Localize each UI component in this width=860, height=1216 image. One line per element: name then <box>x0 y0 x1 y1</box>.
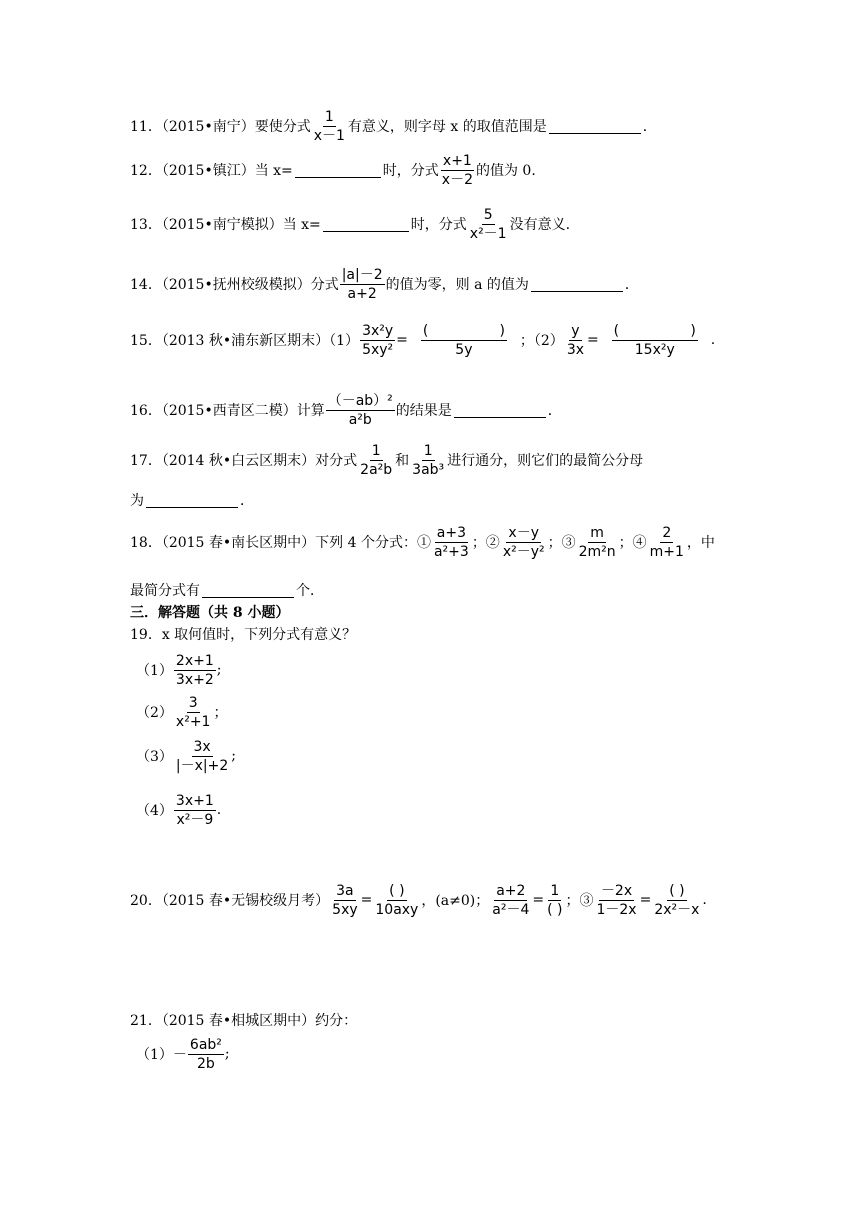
q12-prefix: 12．（2015•镇江）当 x= <box>130 163 293 179</box>
q20-end: . <box>702 892 707 908</box>
q18-sep-3: ；④ <box>618 535 647 551</box>
q18-prefix: 18．（2015 春•南长区期中）下列 4 个分式：① <box>130 535 431 551</box>
q19-item-4-denominator: x²－9 <box>176 811 214 828</box>
q20-f3-numerator: a+2 <box>496 882 526 899</box>
q17-f1-numerator: 1 <box>371 442 381 459</box>
question-17 <box>130 438 643 482</box>
q17-fraction-2 <box>410 442 446 479</box>
q16-answer-blank[interactable] <box>454 403 546 418</box>
q20-fraction-2 <box>373 882 420 919</box>
q19-title: 19．x 取何值时，下列分式有意义？ <box>130 627 357 643</box>
q15-end: . <box>710 332 716 348</box>
q20-condition: ，(a≠0)； <box>421 893 490 909</box>
q12-mid: 时，分式 <box>382 163 439 179</box>
q20-f4-numerator: 1 <box>550 882 560 899</box>
q21-item-1-denominator: 2b <box>197 1055 215 1072</box>
question-20 <box>130 876 707 924</box>
q19-item-4-label: （4） <box>136 803 173 819</box>
q20-f4-denominator[interactable]: ( ) <box>547 901 563 918</box>
q13-prefix: 13．（2015•南宁模拟）当 x= <box>130 217 321 233</box>
q12-fraction <box>440 152 475 189</box>
question-14 <box>130 262 639 306</box>
q13-mid: 时，分式 <box>410 217 467 233</box>
q21-item-1-sign: － <box>172 1047 187 1063</box>
q18-end: 个． <box>296 583 324 599</box>
question-11 <box>130 106 657 146</box>
q18-f3-denominator: 2m²n <box>578 543 616 560</box>
q14-suffix: 的值为零，则 a 的值为 <box>385 277 529 293</box>
q14-denominator: a+2 <box>347 285 377 302</box>
q14-answer-blank[interactable] <box>531 277 623 292</box>
q11-fraction <box>312 108 347 145</box>
q19-item-3 <box>136 734 236 778</box>
q18-fraction-2 <box>501 524 547 561</box>
q18-f2-denominator: x²－y² <box>502 543 545 560</box>
q20-f2-numerator[interactable]: ( ) <box>389 882 405 899</box>
q11-end: ． <box>642 119 657 135</box>
q17-f1-denominator: 2a²b <box>360 461 393 478</box>
q13-suffix: 没有意义. <box>509 217 571 233</box>
q12-denominator: x－2 <box>441 171 473 188</box>
q18-f4-denominator: m+1 <box>649 543 684 560</box>
q19-item-4-fraction <box>174 792 216 829</box>
q17-answer-blank[interactable] <box>146 493 238 508</box>
question-16 <box>130 388 562 432</box>
q21-item-1-end: ; <box>224 1046 230 1062</box>
q18-f1-numerator: a+3 <box>436 524 466 541</box>
q18-sep-1: ；② <box>471 535 500 551</box>
q11-numerator: 1 <box>324 108 334 125</box>
q18-fraction-1 <box>432 524 471 561</box>
q15-f2-numerator[interactable]: ( ) <box>422 322 505 339</box>
question-15 <box>130 318 715 362</box>
q19-item-3-fraction <box>174 738 230 775</box>
q18-f3-numerator: m <box>590 524 604 541</box>
q11-suffix: 有意义，则字母 x 的取值范围是 <box>347 119 547 135</box>
q15-fraction-1 <box>360 322 395 359</box>
q18-line2: 最简分式有 <box>130 583 200 599</box>
q18-f4-numerator: 2 <box>662 524 672 541</box>
q17-end: ． <box>240 493 254 509</box>
q16-prefix: 16．（2015•西青区二模）计算 <box>130 403 325 419</box>
q15-equals-2: = <box>587 332 599 348</box>
q11-denominator: x－1 <box>313 127 345 144</box>
q20-fraction-3 <box>490 882 531 919</box>
q14-fraction <box>340 266 385 303</box>
q13-fraction <box>468 206 509 243</box>
q21-item-1-fraction <box>188 1036 224 1073</box>
q20-f1-denominator: 5xy <box>332 901 358 918</box>
q19-item-2-denominator: x²+1 <box>175 713 211 730</box>
q17-prefix: 17．（2014 秋•白云区期末）对分式 <box>130 453 358 469</box>
q15-prefix: 15．（2013 秋•浦东新区期末）（1） <box>130 333 360 349</box>
q17-and: 和 <box>395 453 410 469</box>
question-12 <box>130 150 536 190</box>
q20-f1-numerator: 3a <box>336 882 354 899</box>
q19-item-4-numerator: 3x+1 <box>175 792 214 809</box>
q17-suffix: 进行通分，则它们的最简公分母 <box>447 453 644 469</box>
q17-f2-numerator: 1 <box>423 442 433 459</box>
q19-item-1 <box>136 648 221 692</box>
q18-f2-numerator: x－y <box>508 524 539 541</box>
q19-item-2-label: （2） <box>136 705 173 721</box>
q15-fraction-3 <box>565 322 586 359</box>
q16-suffix: 的结果是 <box>395 403 452 419</box>
q14-numerator: |a|－2 <box>341 266 383 283</box>
q15-separator: ；（2） <box>519 333 564 349</box>
q19-item-3-denominator: |－x|+2 <box>175 757 229 774</box>
question-18 <box>130 518 715 566</box>
q13-numerator: 5 <box>483 206 493 223</box>
q20-fraction-5 <box>594 882 638 919</box>
question-17-line-2 <box>130 488 254 512</box>
q14-prefix: 14．（2015•抚州校级模拟）分式 <box>130 277 339 293</box>
q15-f1-numerator: 3x²y <box>362 322 394 339</box>
q19-item-1-fraction <box>174 652 216 689</box>
q15-fraction-4 <box>600 322 710 359</box>
q19-item-3-numerator: 3x <box>193 738 211 755</box>
q19-item-3-label: （3） <box>136 749 173 765</box>
q19-item-4-end: . <box>216 802 222 818</box>
q15-fraction-2 <box>409 322 519 359</box>
q20-f6-numerator[interactable]: ( ) <box>669 882 685 899</box>
q20-fraction-1 <box>330 882 359 919</box>
q18-f1-denominator: a²+3 <box>433 543 469 560</box>
q19-item-2-fraction <box>174 694 213 731</box>
q16-end: ． <box>547 403 562 419</box>
q18-suffix: ，中 <box>686 535 715 551</box>
q21-prefix: 21．（2015 春•相城区期中）约分： <box>130 1013 358 1029</box>
q11-answer-blank[interactable] <box>549 119 641 134</box>
q19-item-1-denominator: 3x+2 <box>175 671 214 688</box>
q14-end: ． <box>624 277 639 293</box>
q18-sep-2: ；③ <box>547 535 576 551</box>
q19-item-1-numerator: 2x+1 <box>175 652 214 669</box>
q19-item-1-end: ; <box>216 662 222 678</box>
q20-f3-denominator: a²－4 <box>492 901 530 918</box>
q17-line2: 为 <box>130 493 144 509</box>
q19-item-2-end: ； <box>213 705 228 721</box>
q20-equals-1: = <box>360 892 373 908</box>
q15-f1-denominator: 5xy² <box>362 341 394 358</box>
q20-f6-denominator: 2x²－x <box>654 901 700 918</box>
q13-denominator: x²－1 <box>469 225 507 242</box>
q16-numerator: （－ab）² <box>327 392 393 409</box>
q19-item-2-numerator: 3 <box>188 694 198 711</box>
q12-answer-blank[interactable] <box>295 163 381 178</box>
q21-item-1-label: （1） <box>136 1047 173 1063</box>
question-13 <box>130 202 570 246</box>
q21-item-1-numerator: 6ab² <box>189 1036 222 1053</box>
q19-item-4 <box>136 788 221 832</box>
q15-f2-denominator: 5y <box>455 341 473 358</box>
q17-f2-denominator: 3ab³ <box>412 461 445 478</box>
q20-fraction-4 <box>545 882 564 919</box>
q15-equals: = <box>396 332 408 348</box>
q20-f2-denominator: 10axy <box>375 901 419 918</box>
q19-item-3-end: ; <box>231 748 236 764</box>
q18-fraction-3 <box>577 524 618 561</box>
q11-prefix: 11．（2015•南宁）要使分式 <box>130 119 311 135</box>
q16-denominator: a²b <box>348 411 372 428</box>
q15-f4-numerator[interactable]: ( ) <box>613 322 696 339</box>
q20-prefix: 20．（2015 春•无锡校级月考） <box>130 893 330 909</box>
q16-fraction <box>326 392 395 429</box>
q15-f4-denominator: 15x²y <box>634 341 675 358</box>
q20-f5-numerator: －2x <box>600 882 633 899</box>
q21-item-1 <box>136 1030 230 1078</box>
q20-sep-2: ；③ <box>565 893 594 909</box>
q20-equals-3: = <box>639 892 652 908</box>
q15-f3-numerator: y <box>571 322 580 339</box>
q20-equals-2: = <box>532 892 545 908</box>
q12-suffix: 的值为 0. <box>475 163 536 179</box>
q12-numerator: x+1 <box>442 152 472 169</box>
q20-fraction-6 <box>652 882 701 919</box>
q13-answer-blank[interactable] <box>323 217 409 232</box>
q15-f3-denominator: 3x <box>566 341 585 358</box>
q17-fraction-1 <box>358 442 394 479</box>
section-3-heading: 三．解答题（共 8 小题） <box>130 605 290 621</box>
q20-f5-denominator: 1－2x <box>596 901 637 918</box>
question-18-line-2 <box>130 578 324 602</box>
q19-item-2 <box>136 690 227 734</box>
q18-fraction-4 <box>648 524 686 561</box>
q18-answer-blank[interactable] <box>202 583 294 598</box>
q19-item-1-label: （1） <box>136 663 173 679</box>
